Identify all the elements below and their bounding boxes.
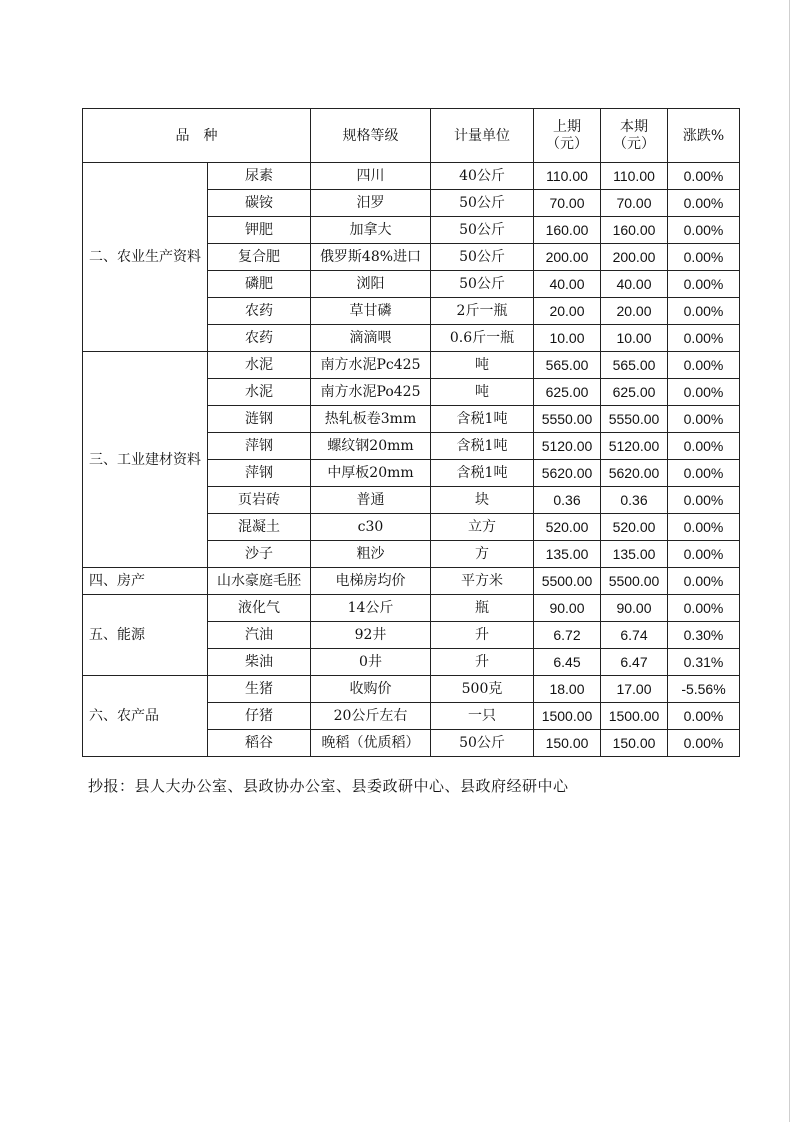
unit-cell: 吨 (431, 352, 534, 379)
scan-edge-line (789, 0, 790, 1122)
spec-cell: c30 (311, 514, 431, 541)
prev-price-cell: 5120.00 (534, 433, 601, 460)
change-percent-cell: -5.56% (668, 676, 740, 703)
header-curr-period (601, 109, 668, 163)
item-name-cell: 生猪 (208, 676, 311, 703)
item-name-cell: 汽油 (208, 622, 311, 649)
category-cell: 四、房产 (83, 568, 208, 595)
spec-cell: 20公斤左右 (311, 703, 431, 730)
table-row (83, 568, 740, 595)
table-row (83, 163, 740, 190)
change-percent-cell: 0.00% (668, 703, 740, 730)
change-percent-cell: 0.00% (668, 271, 740, 298)
curr-price-cell: 200.00 (601, 244, 668, 271)
spec-cell: 14公斤 (311, 595, 431, 622)
header-spec: 规格等级 (311, 109, 431, 163)
item-name-cell: 仔猪 (208, 703, 311, 730)
change-percent-cell: 0.00% (668, 433, 740, 460)
change-percent-cell: 0.00% (668, 460, 740, 487)
category-cell: 六、农产品 (83, 676, 208, 757)
change-percent-cell: 0.00% (668, 379, 740, 406)
spec-cell: 俄罗斯48%进口 (311, 244, 431, 271)
curr-price-cell: 150.00 (601, 730, 668, 757)
item-name-cell: 萍钢 (208, 460, 311, 487)
category-cell: 三、工业建材资料 (83, 352, 208, 568)
spec-cell: 0井 (311, 649, 431, 676)
unit-cell: 一只 (431, 703, 534, 730)
item-name-cell: 钾肥 (208, 217, 311, 244)
unit-cell: 块 (431, 487, 534, 514)
unit-cell: 50公斤 (431, 244, 534, 271)
prev-price-cell: 0.36 (534, 487, 601, 514)
curr-price-cell: 625.00 (601, 379, 668, 406)
unit-cell: 500克 (431, 676, 534, 703)
prev-price-cell: 625.00 (534, 379, 601, 406)
change-percent-cell: 0.00% (668, 487, 740, 514)
curr-price-cell: 70.00 (601, 190, 668, 217)
curr-price-cell: 160.00 (601, 217, 668, 244)
category-cell: 五、能源 (83, 595, 208, 676)
change-percent-cell: 0.00% (668, 325, 740, 352)
item-name-cell: 碳铵 (208, 190, 311, 217)
item-name-cell: 萍钢 (208, 433, 311, 460)
spec-cell: 草甘磷 (311, 298, 431, 325)
spec-cell: 中厚板20mm (311, 460, 431, 487)
item-name-cell: 沙子 (208, 541, 311, 568)
table-body (83, 163, 740, 757)
category-cell: 二、农业生产资料 (83, 163, 208, 352)
item-name-cell: 尿素 (208, 163, 311, 190)
item-name-cell: 磷肥 (208, 271, 311, 298)
unit-cell: 50公斤 (431, 217, 534, 244)
table-row (83, 352, 740, 379)
spec-cell: 收购价 (311, 676, 431, 703)
header-prev-label: 上期 (553, 118, 581, 135)
item-name-cell: 稻谷 (208, 730, 311, 757)
change-percent-cell: 0.00% (668, 298, 740, 325)
spec-cell: 92井 (311, 622, 431, 649)
table-row (83, 676, 740, 703)
curr-price-cell: 5550.00 (601, 406, 668, 433)
prev-price-cell: 110.00 (534, 163, 601, 190)
spec-cell: 粗沙 (311, 541, 431, 568)
change-percent-cell: 0.31% (668, 649, 740, 676)
spec-cell: 滴滴喂 (311, 325, 431, 352)
item-name-cell: 液化气 (208, 595, 311, 622)
prev-price-cell: 6.45 (534, 649, 601, 676)
curr-price-cell: 565.00 (601, 352, 668, 379)
curr-price-cell: 5120.00 (601, 433, 668, 460)
unit-cell: 50公斤 (431, 190, 534, 217)
change-percent-cell: 0.00% (668, 595, 740, 622)
curr-price-cell: 5500.00 (601, 568, 668, 595)
curr-price-cell: 6.74 (601, 622, 668, 649)
curr-price-cell: 110.00 (601, 163, 668, 190)
prev-price-cell: 5620.00 (534, 460, 601, 487)
curr-price-cell: 0.36 (601, 487, 668, 514)
table-header-row (83, 109, 740, 163)
curr-price-cell: 90.00 (601, 595, 668, 622)
prev-price-cell: 200.00 (534, 244, 601, 271)
prev-price-cell: 90.00 (534, 595, 601, 622)
unit-cell: 2斤一瓶 (431, 298, 534, 325)
item-name-cell: 柴油 (208, 649, 311, 676)
spec-cell: 螺纹钢20mm (311, 433, 431, 460)
item-name-cell: 混凝土 (208, 514, 311, 541)
change-percent-cell: 0.00% (668, 244, 740, 271)
change-percent-cell: 0.00% (668, 568, 740, 595)
prev-price-cell: 18.00 (534, 676, 601, 703)
unit-cell: 50公斤 (431, 730, 534, 757)
unit-cell: 50公斤 (431, 271, 534, 298)
curr-price-cell: 1500.00 (601, 703, 668, 730)
unit-cell: 含税1吨 (431, 406, 534, 433)
header-unit: 计量单位 (431, 109, 534, 163)
price-table (82, 108, 740, 757)
prev-price-cell: 70.00 (534, 190, 601, 217)
curr-price-cell: 20.00 (601, 298, 668, 325)
change-percent-cell: 0.00% (668, 163, 740, 190)
unit-cell: 方 (431, 541, 534, 568)
change-percent-cell: 0.00% (668, 190, 740, 217)
change-percent-cell: 0.00% (668, 730, 740, 757)
header-change: 涨跌% (668, 109, 740, 163)
change-percent-cell: 0.00% (668, 514, 740, 541)
spec-cell: 四川 (311, 163, 431, 190)
item-name-cell: 复合肥 (208, 244, 311, 271)
spec-cell: 电梯房均价 (311, 568, 431, 595)
spec-cell: 普通 (311, 487, 431, 514)
header-variety: 品 种 (83, 109, 311, 163)
item-name-cell: 涟钢 (208, 406, 311, 433)
unit-cell: 瓶 (431, 595, 534, 622)
prev-price-cell: 5500.00 (534, 568, 601, 595)
change-percent-cell: 0.00% (668, 352, 740, 379)
unit-cell: 0.6斤一瓶 (431, 325, 534, 352)
item-name-cell: 水泥 (208, 379, 311, 406)
prev-price-cell: 1500.00 (534, 703, 601, 730)
curr-price-cell: 6.47 (601, 649, 668, 676)
prev-price-cell: 10.00 (534, 325, 601, 352)
curr-price-cell: 17.00 (601, 676, 668, 703)
header-curr-unit: （元） (613, 135, 655, 152)
change-percent-cell: 0.30% (668, 622, 740, 649)
curr-price-cell: 520.00 (601, 514, 668, 541)
item-name-cell: 农药 (208, 325, 311, 352)
cc-distribution-note: 抄报：县人大办公室、县政协办公室、县委政研中心、县政府经研中心 (88, 777, 569, 795)
unit-cell: 40公斤 (431, 163, 534, 190)
prev-price-cell: 6.72 (534, 622, 601, 649)
unit-cell: 含税1吨 (431, 460, 534, 487)
prev-price-cell: 40.00 (534, 271, 601, 298)
spec-cell: 加拿大 (311, 217, 431, 244)
unit-cell: 升 (431, 649, 534, 676)
header-prev-unit: （元） (546, 135, 588, 152)
prev-price-cell: 5550.00 (534, 406, 601, 433)
spec-cell: 南方水泥Po425 (311, 379, 431, 406)
spec-cell: 晚稻（优质稻） (311, 730, 431, 757)
item-name-cell: 农药 (208, 298, 311, 325)
item-name-cell: 水泥 (208, 352, 311, 379)
spec-cell: 浏阳 (311, 271, 431, 298)
table-row (83, 595, 740, 622)
change-percent-cell: 0.00% (668, 406, 740, 433)
unit-cell: 吨 (431, 379, 534, 406)
unit-cell: 平方米 (431, 568, 534, 595)
item-name-cell: 页岩砖 (208, 487, 311, 514)
curr-price-cell: 5620.00 (601, 460, 668, 487)
unit-cell: 立方 (431, 514, 534, 541)
prev-price-cell: 135.00 (534, 541, 601, 568)
curr-price-cell: 40.00 (601, 271, 668, 298)
curr-price-cell: 135.00 (601, 541, 668, 568)
curr-price-cell: 10.00 (601, 325, 668, 352)
header-prev-period (534, 109, 601, 163)
spec-cell: 热轧板卷3mm (311, 406, 431, 433)
unit-cell: 含税1吨 (431, 433, 534, 460)
change-percent-cell: 0.00% (668, 217, 740, 244)
prev-price-cell: 160.00 (534, 217, 601, 244)
prev-price-cell: 150.00 (534, 730, 601, 757)
header-curr-label: 本期 (620, 118, 648, 135)
spec-cell: 汨罗 (311, 190, 431, 217)
prev-price-cell: 20.00 (534, 298, 601, 325)
spec-cell: 南方水泥Pc425 (311, 352, 431, 379)
prev-price-cell: 520.00 (534, 514, 601, 541)
prev-price-cell: 565.00 (534, 352, 601, 379)
change-percent-cell: 0.00% (668, 541, 740, 568)
item-name-cell: 山水豪庭毛胚 (208, 568, 311, 595)
unit-cell: 升 (431, 622, 534, 649)
